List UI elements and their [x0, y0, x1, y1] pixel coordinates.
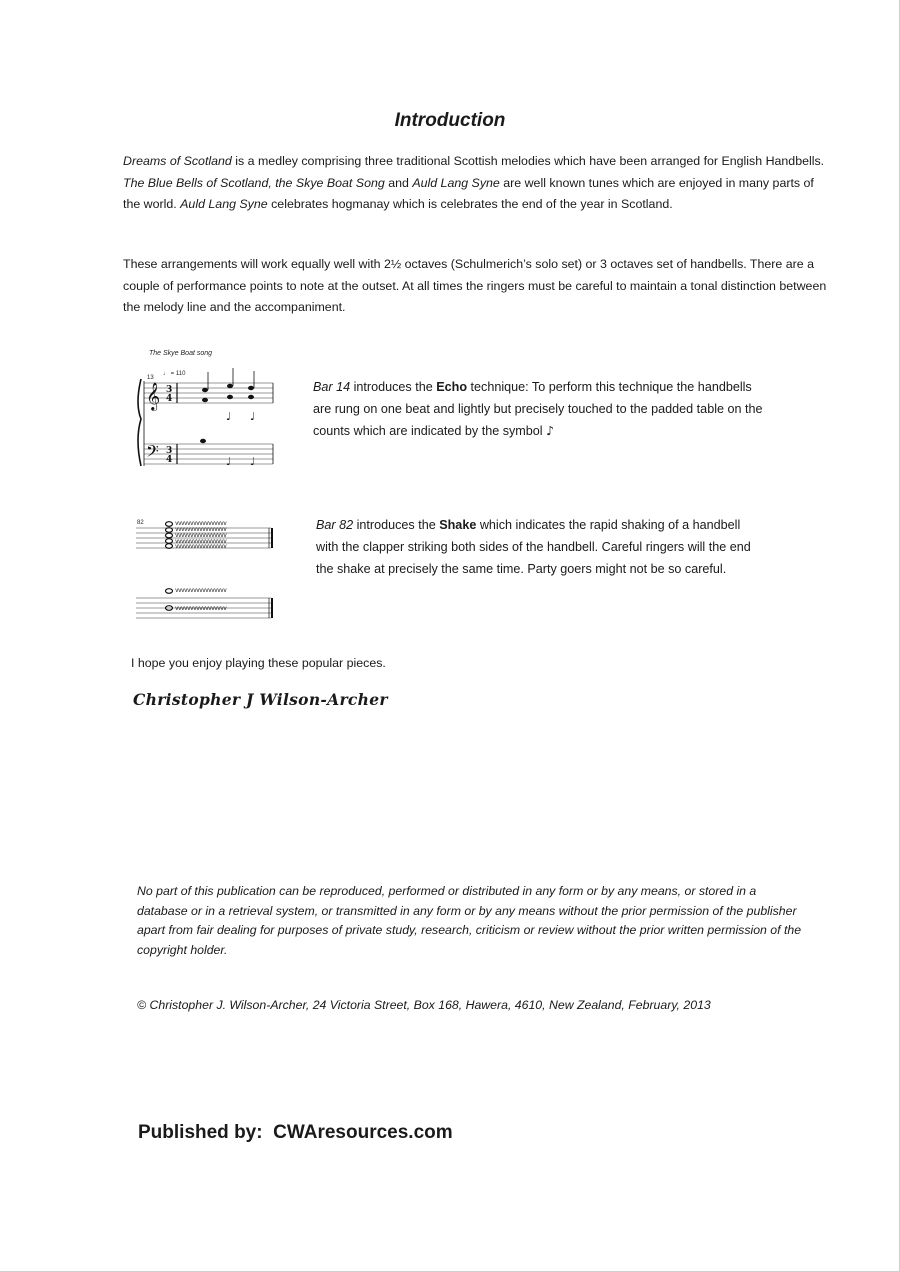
signature: Christopher J Wilson-Archer: [133, 690, 388, 709]
svg-text:vvvvvvvvvvvvvvvvv: vvvvvvvvvvvvvvvvv: [175, 520, 227, 527]
echo-symbol-icon: ♪: [546, 423, 555, 438]
song-auld-lang-syne-2: Auld Lang Syne: [180, 197, 268, 211]
song-auld-lang-syne: Auld Lang Syne: [412, 175, 500, 190]
title-dreams: Dreams of Scotland: [123, 154, 232, 168]
svg-text:♩: ♩: [250, 455, 256, 468]
bar-number: 82: [137, 520, 144, 526]
text: is a medley comprising three traditional Scottish melodies which have been arranged for English Handbells.: [231, 154, 825, 168]
text: technique: To perform this technique the handbells are rung on one beat and lightly but precisely touched to the padded table on the counts which are indicated by the symbol: [313, 380, 763, 438]
svg-text:vvvvvvvvvvvvvvvvv: vvvvvvvvvvvvvvvvv: [175, 543, 227, 550]
text: introduces the: [353, 518, 440, 532]
closing-line: I hope you enjoy playing these popular pieces.: [131, 656, 386, 670]
svg-text:𝄞: 𝄞: [146, 382, 161, 410]
svg-text:vvvvvvvvvvvvvvvvv: vvvvvvvvvvvvvvvvv: [175, 605, 227, 612]
echo-description: [313, 376, 773, 442]
arrangement-paragraph: These arrangements will work equally well with 2½ octaves (Schulmerich’s solo set) or 3 octaves set of handbells. There are a couple of performance points to note at the outset. At all times the ringers must be careful to maintain a tonal distinction between the melody line and the accompaniment.: [123, 257, 827, 314]
svg-text:4: 4: [166, 394, 173, 404]
svg-text:♩: ♩: [226, 410, 232, 423]
svg-text:vvvvvvvvvvvvvvvvv: vvvvvvvvvvvvvvvvv: [175, 538, 227, 545]
song-titles: The Blue Bells of Scotland, the Skye Boat Song: [123, 175, 385, 190]
copyright-notice: No part of this publication can be reproduced, performed or distributed in any form or by any means, or stored in a database or in a retrieval system, or transmitted in any form or by any means without the prior permission of the publisher apart from fair dealing for purposes of private study, research, criticism or review without the prior written permission of the copyright holder.: [137, 884, 802, 957]
technique-name: Shake: [439, 518, 477, 532]
svg-text:vvvvvvvvvvvvvvvvv: vvvvvvvvvvvvvvvvv: [175, 532, 227, 539]
shake-description: [316, 514, 756, 580]
publisher-line: [138, 1122, 453, 1144]
bar-reference: Bar 82: [316, 518, 354, 532]
technique-name: Echo: [436, 380, 468, 394]
svg-text:♩: ♩: [226, 455, 232, 468]
svg-text:3: 3: [166, 446, 173, 456]
publisher-site: CWAresources.com: [273, 1122, 453, 1143]
svg-text:♩: ♩: [250, 410, 256, 423]
shake-music-excerpt: [133, 510, 283, 625]
bar-number: 13: [147, 375, 154, 381]
text: are well known tunes which are enjoyed in many parts of the world.: [123, 175, 814, 211]
echo-music-excerpt: [133, 344, 283, 474]
svg-text:𝄢: 𝄢: [146, 441, 159, 465]
svg-text:4: 4: [166, 455, 173, 465]
svg-text:3: 3: [166, 385, 173, 395]
svg-text:vvvvvvvvvvvvvvvvv: vvvvvvvvvvvvvvvvv: [175, 526, 227, 533]
text: celebrates hogmanay which is celebrates the end of the year in Scotland.: [267, 197, 673, 211]
publisher-label: Published by:: [138, 1122, 263, 1143]
copyright-line: © Christopher J. Wilson-Archer, 24 Victoria Street, Box 168, Hawera, 4610, New Zealand, February, 2013: [137, 998, 711, 1012]
text: and: [384, 175, 413, 190]
svg-text:vvvvvvvvvvvvvvvvv: vvvvvvvvvvvvvvvvv: [175, 587, 227, 594]
text: which indicates the rapid shaking of a handbell with the clapper striking both sides of the handbell. Careful ringers will the end the shake at precisely the same time. Party goers might not be so careful.: [316, 518, 751, 576]
bar-reference: Bar 14: [313, 380, 351, 394]
intro-paragraph: [123, 151, 828, 216]
page-title: Introduction: [394, 110, 506, 131]
music-caption: The Skye Boat song: [149, 350, 213, 357]
text: introduces the: [350, 380, 437, 394]
tempo-marking: ♩ = 110: [163, 371, 186, 377]
